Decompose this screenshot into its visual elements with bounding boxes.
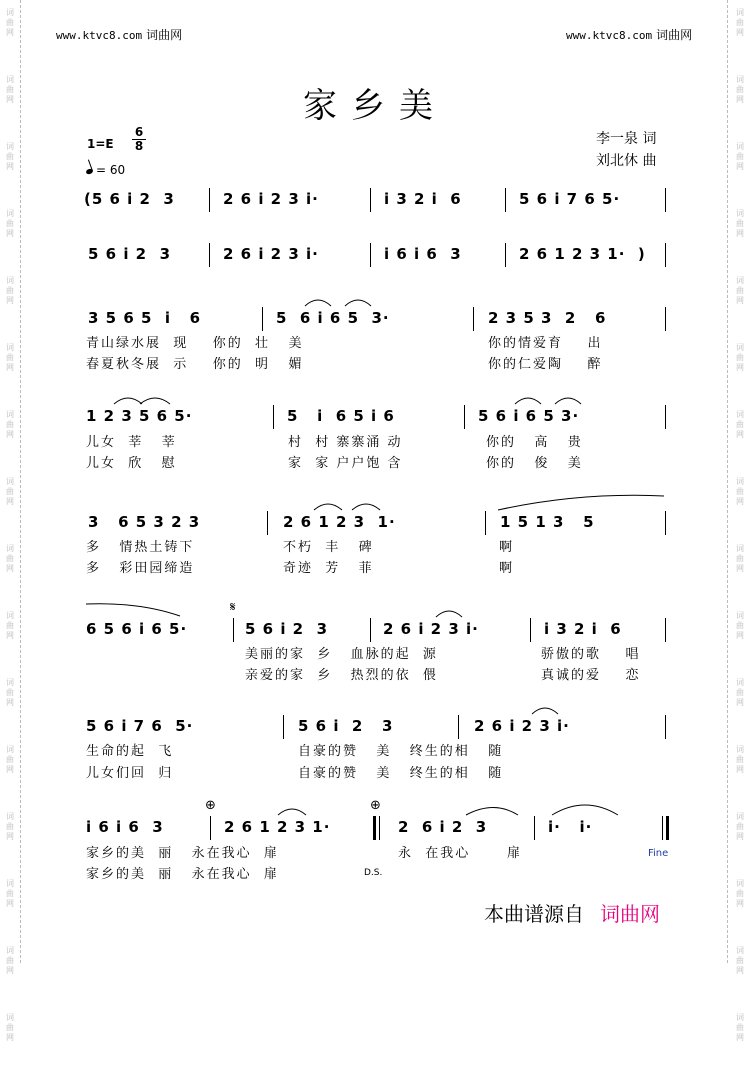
lyric-verse-1: 美丽的家 乡 血脉的起 源 — [245, 647, 438, 662]
watermark-char: 词 — [6, 745, 14, 754]
slur — [515, 398, 541, 404]
measure: 5 6 i 7 6 5· — [519, 190, 621, 208]
watermark-char: 网 — [6, 363, 14, 372]
measure: 2 6 1 2 3 1· — [283, 513, 396, 531]
watermark-char: 曲 — [736, 889, 744, 898]
measure: 2 6 i 2 3 i· — [383, 620, 479, 638]
source-site-link[interactable]: 词曲网 — [600, 902, 660, 926]
lyric-verse-2: 春夏秋冬展 示 你的 明 媚 — [86, 357, 304, 372]
watermark-char: 词 — [6, 276, 14, 285]
watermark-char: 网 — [6, 296, 14, 305]
watermark-char: 曲 — [736, 286, 744, 295]
lyric-verse-2: 亲爱的家 乡 热烈的依 偎 — [245, 668, 438, 683]
watermark-char: 网 — [736, 966, 744, 975]
slur — [345, 300, 371, 306]
watermark-char: 网 — [736, 631, 744, 640]
watermark-char: 网 — [736, 229, 744, 238]
watermark-char: 词 — [736, 75, 744, 84]
watermark-char: 网 — [736, 564, 744, 573]
lyric-verse-2: 你的仁爱陶 醉 — [488, 357, 603, 372]
slur — [436, 611, 462, 617]
site-name[interactable]: 词曲网 — [146, 28, 183, 42]
measure: 2 6 i 2 3 i· — [474, 717, 570, 735]
measure: (5 6 i 2 3 — [84, 190, 175, 208]
watermark-char: 曲 — [6, 755, 14, 764]
watermark-char: 曲 — [6, 1023, 14, 1032]
measure: 2 3 5 3 2 6 — [488, 309, 607, 327]
lyric-verse-2: 啊 — [499, 561, 515, 576]
lyric-verse-2: 你的 俊 美 — [486, 456, 583, 471]
watermark-char: 曲 — [6, 85, 14, 94]
watermark-char: 曲 — [736, 85, 744, 94]
lyric-verse-2: 家 家 户户饱 含 — [288, 456, 403, 471]
watermark-char: 词 — [6, 75, 14, 84]
meter-bottom: 8 — [132, 139, 146, 153]
watermark-char: 网 — [6, 966, 14, 975]
watermark-char: 词 — [736, 1013, 744, 1022]
measure: i 3 2 i 6 — [384, 190, 462, 208]
measure: 5 6 i 2 3 — [245, 620, 329, 638]
lyric-verse-1: 青山绿水展 现 你的 壮 美 — [86, 336, 304, 351]
lyric-verse-2: 自豪的赞 美 终生的相 随 — [298, 766, 504, 781]
watermark-char: 曲 — [6, 353, 14, 362]
lyric-verse-1: 你的 高 贵 — [486, 435, 583, 450]
watermark-char: 网 — [6, 899, 14, 908]
site-name[interactable]: 词曲网 — [656, 28, 693, 42]
lyric-verse-2: 家乡的美 丽 永在我心 扉 — [86, 867, 279, 882]
measure: i 6 i 6 3 — [86, 818, 164, 836]
watermark-char: 词 — [6, 1013, 14, 1022]
meter-top: 6 — [134, 125, 144, 139]
lyric-verse-1: 生命的起 飞 — [86, 744, 174, 759]
lyric-verse-2: 奇迹 芳 菲 — [283, 561, 374, 576]
watermark-char: 词 — [6, 142, 14, 151]
watermark-char: 曲 — [736, 420, 744, 429]
watermark-group — [2, 1005, 18, 1072]
lyric-verse-1: 儿女 莘 莘 — [86, 435, 177, 450]
watermark-char: 曲 — [736, 353, 744, 362]
watermark-char: 网 — [736, 1033, 744, 1042]
watermark-char: 网 — [6, 497, 14, 506]
watermark-char: 词 — [736, 410, 744, 419]
watermark-char: 网 — [736, 765, 744, 774]
watermark-char: 网 — [6, 1033, 14, 1042]
lyric-verse-2: 儿女 欣 慰 — [86, 456, 177, 471]
watermark-char: 网 — [6, 95, 14, 104]
measure: 5 6 i 2 3 — [88, 245, 172, 263]
watermark-char: 词 — [736, 745, 744, 754]
watermark-group — [732, 1005, 748, 1072]
watermark-char: 网 — [736, 698, 744, 707]
watermark-char: 词 — [6, 812, 14, 821]
lyric-verse-1: 村 村 寨寨涌 动 — [288, 435, 403, 450]
watermark-char: 网 — [736, 363, 744, 372]
watermark-char: 词 — [736, 343, 744, 352]
measure: 6 5 6 i 6 5· — [86, 620, 188, 638]
watermark-char: 曲 — [6, 688, 14, 697]
slur — [352, 504, 380, 510]
watermark-char: 曲 — [736, 822, 744, 831]
slur — [140, 398, 170, 404]
watermark-char: 曲 — [6, 956, 14, 965]
watermark-char: 网 — [6, 765, 14, 774]
watermark-char: 词 — [6, 343, 14, 352]
lyric-verse-1: 啊 — [499, 540, 515, 555]
coda-icon: ⊕ — [205, 798, 216, 813]
key-signature: 1=E — [87, 137, 114, 151]
watermark-char: 网 — [736, 497, 744, 506]
source-note[interactable] — [484, 898, 660, 927]
slur — [532, 708, 558, 714]
watermark-char: 网 — [6, 162, 14, 171]
measure: 5 6 i 7 6 5· — [86, 717, 194, 735]
measure: 3 6 5 3 2 3 — [88, 513, 201, 531]
watermark-char: 词 — [6, 879, 14, 888]
slur — [552, 805, 618, 815]
watermark-char: 词 — [736, 544, 744, 553]
slur — [498, 495, 664, 510]
watermark-char: 曲 — [6, 219, 14, 228]
measure: i· i· — [548, 818, 593, 836]
site-url[interactable]: www.ktvc8.com — [566, 29, 653, 42]
watermark-char: 曲 — [736, 1023, 744, 1032]
lyric-verse-1: 骄傲的歌 唱 — [541, 647, 641, 662]
watermark-char: 曲 — [736, 621, 744, 630]
source-label: 本曲谱源自 — [484, 902, 584, 926]
watermark-char: 曲 — [736, 688, 744, 697]
measure: 2 6 i 2 3 i· — [223, 245, 319, 263]
coda-icon: ⊕ — [370, 798, 381, 813]
watermark-char: 网 — [6, 564, 14, 573]
watermark-char: 网 — [736, 832, 744, 841]
measure: 5 i 6 5 i 6 — [287, 407, 395, 425]
watermark-char: 网 — [736, 296, 744, 305]
watermark-char: 词 — [6, 209, 14, 218]
watermark-char: 曲 — [736, 755, 744, 764]
watermark-char: 曲 — [6, 18, 14, 27]
watermark-char: 词 — [736, 611, 744, 620]
song-title: 家乡美 — [303, 86, 447, 126]
watermark-char: 词 — [736, 678, 744, 687]
measure: 5 6 i 6 5 3· — [478, 407, 580, 425]
watermark-char: 曲 — [6, 554, 14, 563]
watermark-char: 曲 — [736, 18, 744, 27]
watermark-char: 曲 — [6, 152, 14, 161]
site-url[interactable]: www.ktvc8.com — [56, 29, 143, 42]
watermark-char: 曲 — [6, 286, 14, 295]
watermark-char: 网 — [6, 229, 14, 238]
watermark-char: 网 — [736, 162, 744, 171]
lyric-verse-2: 儿女们回 归 — [86, 766, 174, 781]
lyricist: 李一泉 词 — [596, 131, 657, 147]
watermark-char: 网 — [6, 28, 14, 37]
slur — [555, 398, 581, 404]
lyric-verse-2: 多 彩田园缔造 — [86, 561, 195, 576]
lyric-verse-1: 多 情热土铸下 — [86, 540, 195, 555]
lyric-verse-1: 自豪的赞 美 终生的相 随 — [298, 744, 504, 759]
watermark-char: 词 — [736, 812, 744, 821]
lyric-verse-2: 真诚的爱 恋 — [541, 668, 641, 683]
segno-icon: 𝄋 — [230, 600, 236, 615]
watermark-char: 曲 — [6, 487, 14, 496]
measure: 2 6 1 2 3 1· ) — [519, 245, 646, 263]
watermark-char: 网 — [6, 698, 14, 707]
measure: 5 6 i 2 3 — [298, 717, 394, 735]
watermark-char: 曲 — [6, 822, 14, 831]
watermark-char: 词 — [736, 8, 744, 17]
watermark-char: 网 — [736, 95, 744, 104]
watermark-char: 网 — [736, 430, 744, 439]
watermark-char: 词 — [736, 142, 744, 151]
watermark-char: 词 — [6, 477, 14, 486]
tempo-value: = 60 — [96, 163, 126, 177]
watermark-char: 词 — [736, 209, 744, 218]
lyric-verse-1: 不朽 丰 碑 — [283, 540, 374, 555]
ds-mark: D.S. — [364, 868, 383, 878]
measure: 2 6 1 2 3 1· — [224, 818, 331, 836]
measure: 5 6 i 6 5 3· — [276, 309, 390, 327]
slur — [278, 809, 306, 815]
lyric-verse-1: 永 在我心 扉 — [398, 846, 523, 861]
watermark-char: 网 — [736, 899, 744, 908]
watermark-char: 曲 — [736, 554, 744, 563]
fine-mark: Fine — [648, 848, 669, 859]
watermark-char: 词 — [736, 477, 744, 486]
slur — [305, 300, 331, 306]
watermark-char: 曲 — [736, 487, 744, 496]
measure: 3 5 6 5 i 6 — [88, 309, 202, 327]
watermark-char: 网 — [6, 430, 14, 439]
measure: 2 6 i 2 3 — [398, 818, 488, 836]
measure: i 3 2 i 6 — [544, 620, 622, 638]
watermark-char: 网 — [6, 832, 14, 841]
watermark-char: 曲 — [6, 889, 14, 898]
measure: 1 2 3 5 6 5· — [86, 407, 193, 425]
watermark-char: 词 — [6, 8, 14, 17]
slur — [466, 808, 518, 816]
watermark-char: 词 — [6, 611, 14, 620]
measure: 1 5 1 3 5 — [500, 513, 595, 531]
watermark-char: 曲 — [6, 621, 14, 630]
watermark-char: 曲 — [736, 152, 744, 161]
watermark-char: 词 — [736, 276, 744, 285]
composer: 刘北休 曲 — [596, 153, 657, 169]
slur — [86, 604, 180, 616]
slur — [114, 398, 142, 404]
watermark-char: 词 — [6, 410, 14, 419]
watermark-char: 词 — [736, 879, 744, 888]
slur — [314, 504, 342, 510]
watermark-char: 词 — [6, 678, 14, 687]
lyric-verse-1: 家乡的美 丽 永在我心 扉 — [86, 846, 279, 861]
watermark-char: 词 — [6, 946, 14, 955]
watermark-char: 曲 — [6, 420, 14, 429]
watermark-char: 曲 — [736, 956, 744, 965]
lyric-verse-1: 你的情爱育 出 — [488, 336, 603, 351]
watermark-char: 词 — [736, 946, 744, 955]
measure: i 6 i 6 3 — [384, 245, 462, 263]
watermark-char: 网 — [736, 28, 744, 37]
measure: 2 6 i 2 3 i· — [223, 190, 319, 208]
watermark-char: 网 — [6, 631, 14, 640]
watermark-char: 曲 — [736, 219, 744, 228]
watermark-char: 词 — [6, 544, 14, 553]
